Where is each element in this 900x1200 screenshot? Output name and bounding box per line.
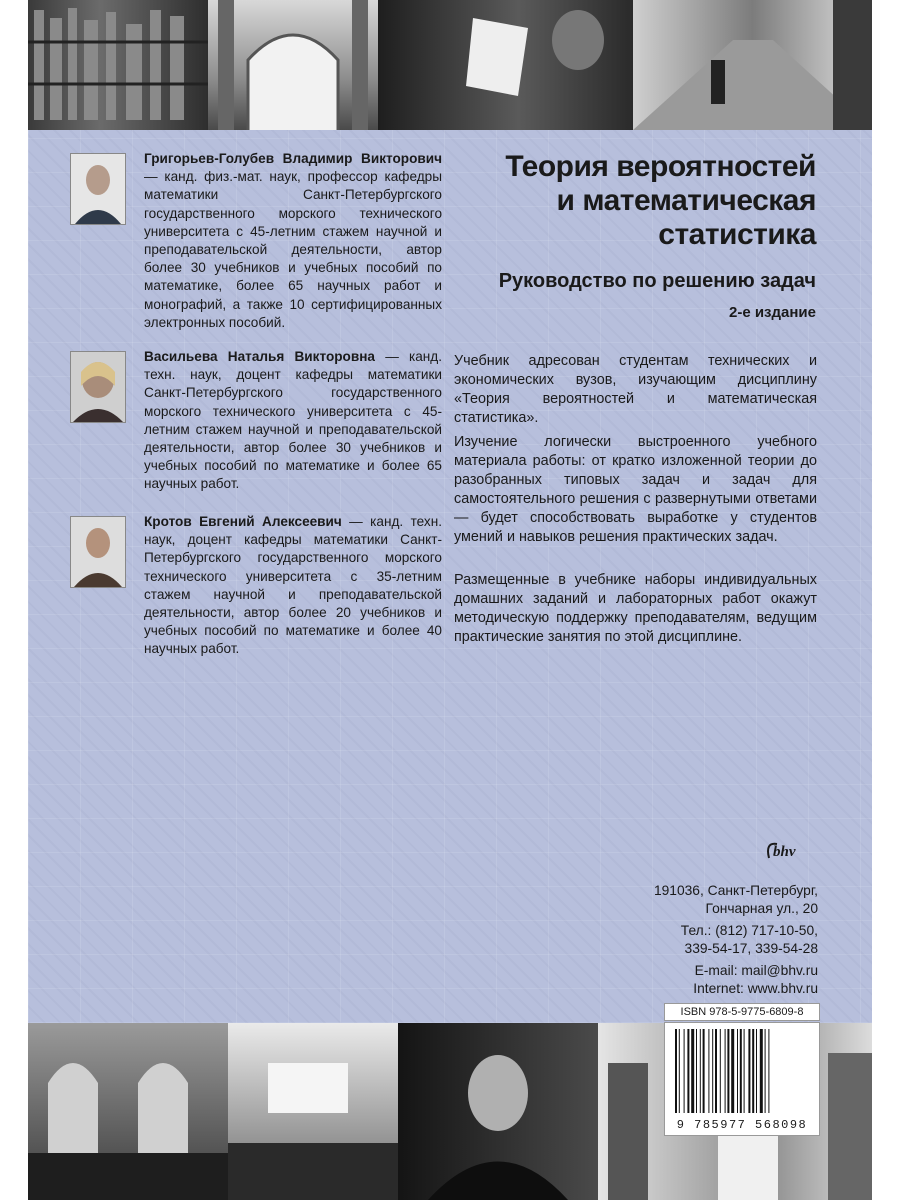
author-block-3	[70, 513, 442, 659]
reading-room-illustration	[28, 1023, 228, 1200]
barcode-bar	[748, 1029, 750, 1113]
top-photo-band	[28, 0, 872, 130]
isbn-label: ISBN 978-5-9775-6809-8	[664, 1003, 820, 1021]
barcode-bar	[708, 1029, 709, 1113]
barcode-bar	[765, 1029, 766, 1113]
corridor-illustration	[633, 0, 872, 130]
library-interior-illustration	[228, 1023, 398, 1200]
barcode-bar	[731, 1029, 734, 1113]
barcode-bar	[756, 1029, 757, 1113]
person-icon	[71, 352, 125, 422]
barcode-bar	[687, 1029, 689, 1113]
author-portrait-1	[70, 153, 126, 225]
reading-student-photo	[398, 1023, 598, 1200]
description-paragraph-3: Размещенные в учебнике наборы индивидуальных домашних заданий и лабораторных работ окажут методическую поддержку преподавателям, ведущим практические занятия по этой дисциплине.	[454, 572, 817, 645]
barcode-bar	[700, 1029, 701, 1113]
barcode-bar	[684, 1029, 685, 1113]
barcode-bar	[760, 1029, 763, 1113]
barcode-bar	[712, 1029, 713, 1113]
address-line-1: 191036, Санкт-Петербург,	[653, 883, 818, 898]
barcode-bar	[715, 1029, 717, 1113]
author-bio-text-2: — канд. техн. наук, доцент кафедры математики Санкт-Петербургского государственного морского технического университета с 45-летним стажем научной и преподавательской деятельности, автор более 30 учебников и учебных пособий по математике и более 65 научных работ.	[144, 349, 443, 492]
barcode-bar	[740, 1029, 742, 1113]
barcode-bar	[691, 1029, 694, 1113]
barcode-bar	[675, 1029, 677, 1113]
author-name-2: Васильева Наталья Викторовна	[144, 349, 375, 364]
corridor-photo	[633, 0, 872, 130]
book-subtitle: Руководство по решению задач	[498, 270, 816, 292]
logo-text: bhv	[773, 844, 796, 860]
book-title	[426, 150, 816, 252]
barcode-bar	[737, 1029, 738, 1113]
bhv-logo-icon	[763, 836, 815, 862]
title-line-2: и математическая	[556, 184, 816, 217]
phone-line-1: Тел.: (812) 717-10-50,	[680, 923, 818, 938]
internet-line: Internet: www.bhv.ru	[693, 980, 818, 996]
address-line-2: Гончарная ул., 20	[705, 900, 818, 916]
barcode-bar	[720, 1029, 721, 1113]
author-bio-1	[144, 150, 442, 332]
student-photo	[378, 0, 633, 130]
hall-photo	[208, 0, 378, 130]
author-portrait-2	[70, 351, 126, 423]
barcode-bar	[696, 1029, 697, 1113]
barcode	[664, 1022, 820, 1136]
barcode-bar	[725, 1029, 726, 1113]
phone-line-2: 339-54-17, 339-54-28	[684, 940, 818, 956]
barcode-bars	[673, 1029, 811, 1115]
description-paragraph-1: Учебник адресован студентам технических и экономических вузов, изучающим дисциплину «Теория вероятностей и математическая статистика».	[454, 353, 817, 426]
title-line-1: Теория вероятностей	[505, 150, 816, 183]
publisher-phones	[558, 922, 818, 957]
back-cover	[28, 0, 872, 1200]
author-bio-2	[144, 348, 442, 494]
reading-student-illustration	[398, 1023, 598, 1200]
publisher-address	[558, 882, 818, 917]
bookshelf-illustration	[28, 0, 208, 130]
publisher-logo	[763, 836, 815, 862]
arched-hall-illustration	[208, 0, 378, 130]
person-icon	[71, 154, 125, 224]
author-portrait-3	[70, 516, 126, 588]
author-bio-text-1: — канд. физ.-мат. наук, профессор кафедры математики Санкт-Петербургского государственного морского технического университета с 45-летним стажем научной и преподавательской деятельности, автор более 30 учебников и учебных пособий по математике, более 65 научных работ и монографий, а также 10 сертифицированных электронных пособий.	[144, 169, 442, 330]
author-name-3: Кротов Евгений Алексеевич	[144, 514, 342, 529]
edition-label: 2-е издание	[728, 304, 816, 321]
barcode-bar	[744, 1029, 745, 1113]
library-shelves-photo	[28, 0, 208, 130]
library-interior-photo	[228, 1023, 398, 1200]
barcode-bar	[703, 1029, 705, 1113]
author-block-1	[70, 150, 442, 332]
student-with-paper-illustration	[378, 0, 633, 130]
reading-room-photo	[28, 1023, 228, 1200]
barcode-bar	[679, 1029, 680, 1113]
publisher-online	[558, 962, 818, 997]
barcode-bar	[752, 1029, 754, 1113]
barcode-digits: 9 785977 568098	[676, 1118, 808, 1132]
author-name-1: Григорьев-Голубев Владимир Викторович	[144, 151, 442, 166]
barcode-bar	[768, 1029, 769, 1113]
email-line: E-mail: mail@bhv.ru	[694, 963, 818, 978]
author-block-2	[70, 348, 442, 494]
author-bio-text-3: — канд. техн. наук, доцент кафедры математики Санкт-Петербургского государственного морского технического университета с 35-летним стажем научной и преподавательской деятельности, автор более 20 учебников и учебных пособий по математике и более 40 научных работ.	[144, 514, 442, 657]
description-paragraph-2: Изучение логически выстроенного учебного материала работы: от кратко изложенной теории до разобранных типовых задач и задач для самостоятельного решения с развернутыми ответами — будет способствовать выработке у студентов умений и навыков решения практических задач.	[454, 434, 817, 545]
person-icon	[71, 517, 125, 587]
author-bio-3	[144, 513, 442, 659]
title-line-3: статистика	[658, 218, 816, 251]
barcode-bar	[727, 1029, 729, 1113]
